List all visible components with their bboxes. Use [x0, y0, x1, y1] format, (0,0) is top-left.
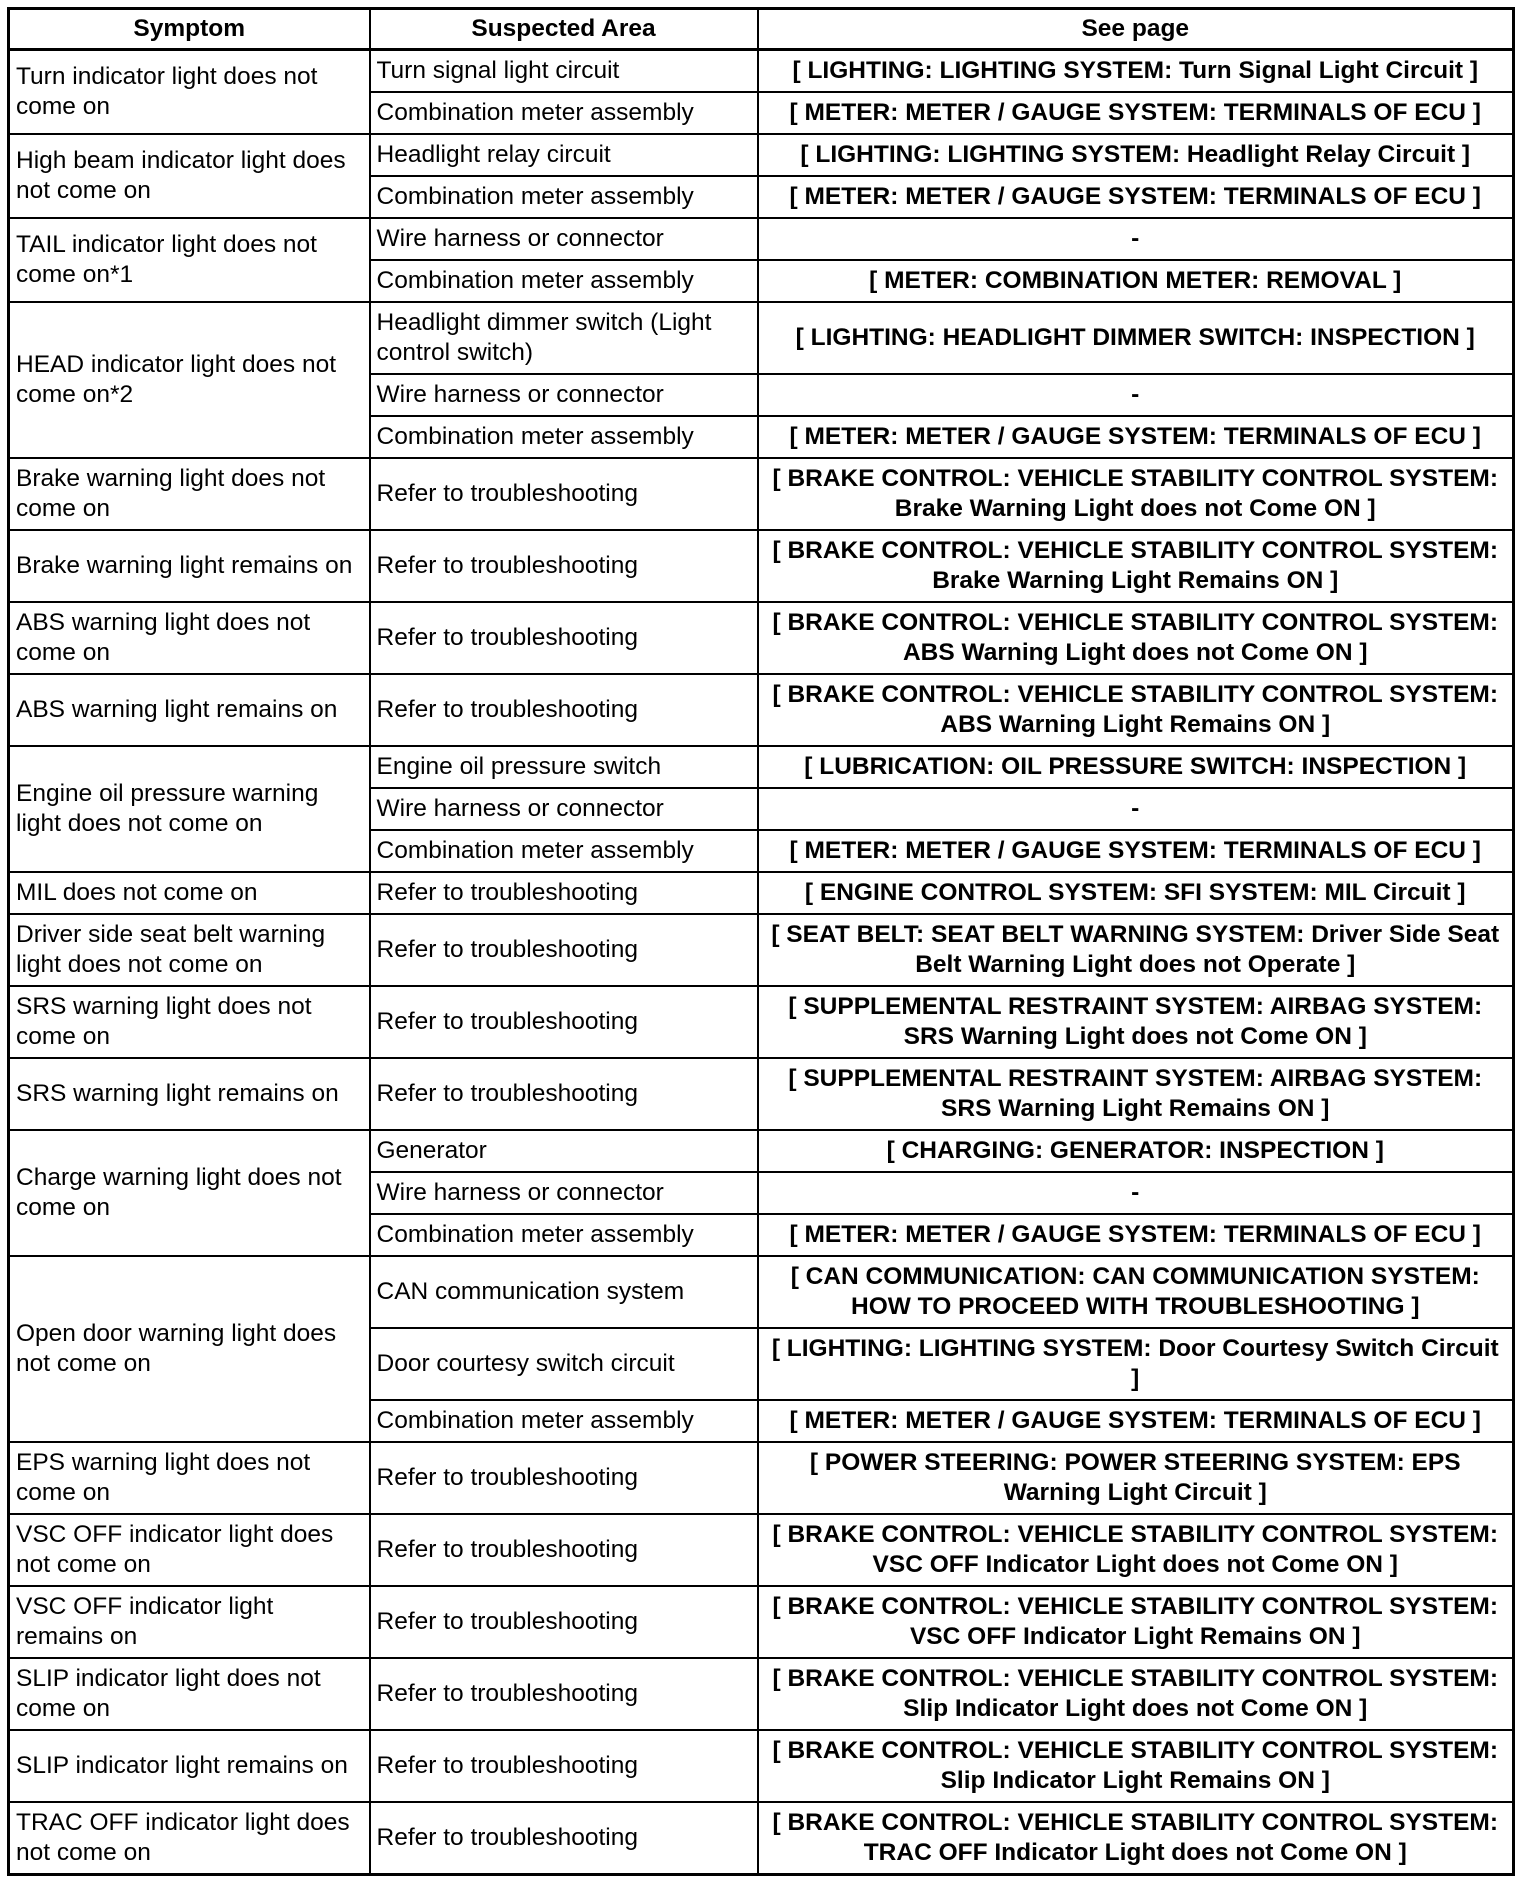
see-page-cell: [ METER: METER / GAUGE SYSTEM: TERMINALS OF ECU ] [758, 92, 1514, 134]
symptom-cell: Charge warning light does not come on [9, 1130, 370, 1256]
symptom-cell: SRS warning light does not come on [9, 986, 370, 1058]
table-row [9, 1802, 1514, 1875]
suspected-area-cell: Headlight relay circuit [370, 134, 758, 176]
see-page-cell: [ LIGHTING: LIGHTING SYSTEM: Headlight Relay Circuit ] [758, 134, 1514, 176]
table-row [9, 1658, 1514, 1730]
suspected-area-cell: Refer to troubleshooting [370, 674, 758, 746]
see-page-cell: [ BRAKE CONTROL: VEHICLE STABILITY CONTROL SYSTEM: Slip Indicator Light does not Come ON ] [758, 1658, 1514, 1730]
header-symptom: Symptom [9, 9, 370, 50]
see-page-cell: - [758, 218, 1514, 260]
table-row [9, 1130, 1514, 1172]
see-page-cell: [ BRAKE CONTROL: VEHICLE STABILITY CONTROL SYSTEM: Brake Warning Light Remains ON ] [758, 530, 1514, 602]
table-row [9, 674, 1514, 746]
suspected-area-cell: Refer to troubleshooting [370, 458, 758, 530]
see-page-cell: [ SUPPLEMENTAL RESTRAINT SYSTEM: AIRBAG SYSTEM: SRS Warning Light does not Come ON ] [758, 986, 1514, 1058]
suspected-area-cell: Headlight dimmer switch (Light control switch) [370, 302, 758, 374]
suspected-area-cell: Refer to troubleshooting [370, 1058, 758, 1130]
see-page-cell: [ BRAKE CONTROL: VEHICLE STABILITY CONTROL SYSTEM: Slip Indicator Light Remains ON ] [758, 1730, 1514, 1802]
symptom-cell: ABS warning light remains on [9, 674, 370, 746]
see-page-cell: [ BRAKE CONTROL: VEHICLE STABILITY CONTROL SYSTEM: ABS Warning Light does not Come ON ] [758, 602, 1514, 674]
table-row [9, 986, 1514, 1058]
header-row [9, 9, 1514, 50]
table-row [9, 1256, 1514, 1328]
suspected-area-cell: CAN communication system [370, 1256, 758, 1328]
suspected-area-cell: Combination meter assembly [370, 92, 758, 134]
suspected-area-cell: Combination meter assembly [370, 1214, 758, 1256]
symptom-cell: VSC OFF indicator light remains on [9, 1586, 370, 1658]
suspected-area-cell: Engine oil pressure switch [370, 746, 758, 788]
table-row [9, 458, 1514, 530]
table-row [9, 872, 1514, 914]
see-page-cell: [ LUBRICATION: OIL PRESSURE SWITCH: INSPECTION ] [758, 746, 1514, 788]
table-row [9, 914, 1514, 986]
table-row [9, 50, 1514, 93]
symptom-cell: MIL does not come on [9, 872, 370, 914]
suspected-area-cell: Refer to troubleshooting [370, 986, 758, 1058]
see-page-cell: - [758, 788, 1514, 830]
header-suspected-area: Suspected Area [370, 9, 758, 50]
suspected-area-cell: Refer to troubleshooting [370, 1442, 758, 1514]
troubleshooting-table [7, 7, 1515, 1876]
see-page-cell: [ LIGHTING: LIGHTING SYSTEM: Door Courtesy Switch Circuit ] [758, 1328, 1514, 1400]
see-page-cell: - [758, 1172, 1514, 1214]
suspected-area-cell: Refer to troubleshooting [370, 602, 758, 674]
see-page-cell: [ CAN COMMUNICATION: CAN COMMUNICATION SYSTEM: HOW TO PROCEED WITH TROUBLESHOOTING ] [758, 1256, 1514, 1328]
suspected-area-cell: Refer to troubleshooting [370, 1586, 758, 1658]
see-page-cell: [ BRAKE CONTROL: VEHICLE STABILITY CONTROL SYSTEM: VSC OFF Indicator Light Remains ON ] [758, 1586, 1514, 1658]
symptom-cell: Driver side seat belt warning light does not come on [9, 914, 370, 986]
table-row [9, 1442, 1514, 1514]
see-page-cell: [ SEAT BELT: SEAT BELT WARNING SYSTEM: Driver Side Seat Belt Warning Light does not Operate ] [758, 914, 1514, 986]
suspected-area-cell: Combination meter assembly [370, 1400, 758, 1442]
table-row [9, 302, 1514, 374]
see-page-cell: [ METER: METER / GAUGE SYSTEM: TERMINALS OF ECU ] [758, 1400, 1514, 1442]
header-see-page: See page [758, 9, 1514, 50]
suspected-area-cell: Wire harness or connector [370, 1172, 758, 1214]
symptom-cell: VSC OFF indicator light does not come on [9, 1514, 370, 1586]
symptom-cell: SRS warning light remains on [9, 1058, 370, 1130]
symptom-cell: High beam indicator light does not come on [9, 134, 370, 218]
see-page-cell: [ METER: METER / GAUGE SYSTEM: TERMINALS OF ECU ] [758, 416, 1514, 458]
table-body [9, 50, 1514, 1875]
suspected-area-cell: Refer to troubleshooting [370, 1802, 758, 1875]
symptom-cell: TAIL indicator light does not come on*1 [9, 218, 370, 302]
see-page-cell: [ BRAKE CONTROL: VEHICLE STABILITY CONTROL SYSTEM: VSC OFF Indicator Light does not Come ON ] [758, 1514, 1514, 1586]
table-row [9, 1514, 1514, 1586]
see-page-cell: - [758, 374, 1514, 416]
symptom-cell: Brake warning light remains on [9, 530, 370, 602]
table-row [9, 746, 1514, 788]
see-page-cell: [ METER: METER / GAUGE SYSTEM: TERMINALS OF ECU ] [758, 1214, 1514, 1256]
suspected-area-cell: Refer to troubleshooting [370, 1514, 758, 1586]
see-page-cell: [ BRAKE CONTROL: VEHICLE STABILITY CONTROL SYSTEM: TRAC OFF Indicator Light does not Come ON ] [758, 1802, 1514, 1875]
suspected-area-cell: Generator [370, 1130, 758, 1172]
symptom-cell: ABS warning light does not come on [9, 602, 370, 674]
see-page-cell: [ BRAKE CONTROL: VEHICLE STABILITY CONTROL SYSTEM: ABS Warning Light Remains ON ] [758, 674, 1514, 746]
see-page-cell: [ METER: METER / GAUGE SYSTEM: TERMINALS OF ECU ] [758, 176, 1514, 218]
see-page-cell: [ ENGINE CONTROL SYSTEM: SFI SYSTEM: MIL Circuit ] [758, 872, 1514, 914]
table-row [9, 134, 1514, 176]
suspected-area-cell: Wire harness or connector [370, 218, 758, 260]
symptom-cell: SLIP indicator light remains on [9, 1730, 370, 1802]
suspected-area-cell: Refer to troubleshooting [370, 1730, 758, 1802]
symptom-cell: Engine oil pressure warning light does not come on [9, 746, 370, 872]
symptom-cell: SLIP indicator light does not come on [9, 1658, 370, 1730]
symptom-cell: Open door warning light does not come on [9, 1256, 370, 1442]
table-row [9, 1058, 1514, 1130]
symptom-cell: HEAD indicator light does not come on*2 [9, 302, 370, 458]
suspected-area-cell: Refer to troubleshooting [370, 914, 758, 986]
see-page-cell: [ POWER STEERING: POWER STEERING SYSTEM: EPS Warning Light Circuit ] [758, 1442, 1514, 1514]
suspected-area-cell: Combination meter assembly [370, 830, 758, 872]
see-page-cell: [ LIGHTING: LIGHTING SYSTEM: Turn Signal Light Circuit ] [758, 50, 1514, 93]
suspected-area-cell: Combination meter assembly [370, 176, 758, 218]
suspected-area-cell: Combination meter assembly [370, 416, 758, 458]
suspected-area-cell: Wire harness or connector [370, 374, 758, 416]
suspected-area-cell: Combination meter assembly [370, 260, 758, 302]
table-row [9, 218, 1514, 260]
see-page-cell: [ METER: METER / GAUGE SYSTEM: TERMINALS OF ECU ] [758, 830, 1514, 872]
table-row [9, 1586, 1514, 1658]
suspected-area-cell: Door courtesy switch circuit [370, 1328, 758, 1400]
table-row [9, 602, 1514, 674]
see-page-cell: [ METER: COMBINATION METER: REMOVAL ] [758, 260, 1514, 302]
symptom-cell: TRAC OFF indicator light does not come on [9, 1802, 370, 1875]
suspected-area-cell: Refer to troubleshooting [370, 530, 758, 602]
suspected-area-cell: Refer to troubleshooting [370, 872, 758, 914]
symptom-cell: Brake warning light does not come on [9, 458, 370, 530]
suspected-area-cell: Refer to troubleshooting [370, 1658, 758, 1730]
see-page-cell: [ LIGHTING: HEADLIGHT DIMMER SWITCH: INSPECTION ] [758, 302, 1514, 374]
suspected-area-cell: Wire harness or connector [370, 788, 758, 830]
symptom-cell: Turn indicator light does not come on [9, 50, 370, 135]
see-page-cell: [ SUPPLEMENTAL RESTRAINT SYSTEM: AIRBAG SYSTEM: SRS Warning Light Remains ON ] [758, 1058, 1514, 1130]
symptom-cell: EPS warning light does not come on [9, 1442, 370, 1514]
suspected-area-cell: Turn signal light circuit [370, 50, 758, 93]
see-page-cell: [ BRAKE CONTROL: VEHICLE STABILITY CONTROL SYSTEM: Brake Warning Light does not Come ON ] [758, 458, 1514, 530]
table-row [9, 530, 1514, 602]
table-row [9, 1730, 1514, 1802]
see-page-cell: [ CHARGING: GENERATOR: INSPECTION ] [758, 1130, 1514, 1172]
